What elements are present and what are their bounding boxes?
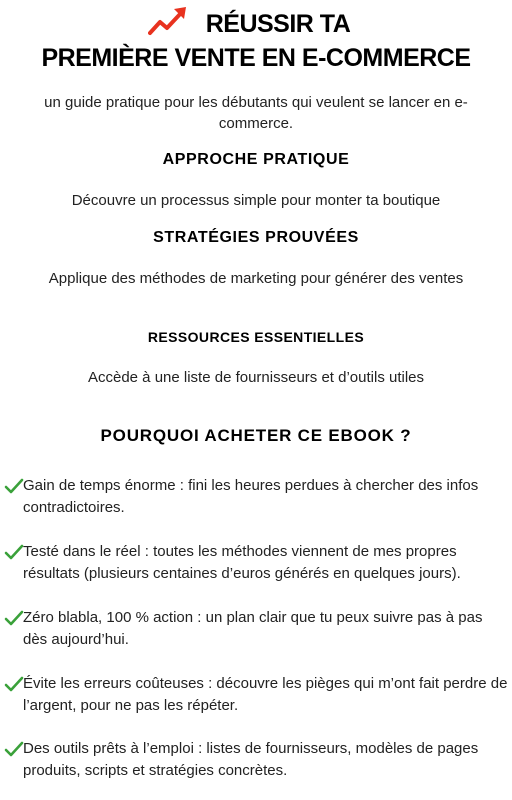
list-item — [4, 607, 510, 651]
checkmark-icon — [4, 609, 24, 627]
section-heading-approche: APPROCHE PRATIQUE — [162, 151, 350, 168]
title-line-1: RÉUSSIR TA — [205, 10, 351, 38]
checkmark-icon — [4, 543, 24, 561]
section-text-ressources: Accède à une liste de fournisseurs et d’outils utiles — [87, 369, 425, 386]
title-line-2: PREMIÈRE VENTE EN E-COMMERCE — [41, 44, 471, 72]
checkmark-icon — [4, 675, 24, 693]
list-item — [4, 475, 510, 519]
section-text-strategies: Applique des méthodes de marketing pour générer des ventes — [48, 270, 464, 287]
list-item-text: Zéro blabla, 100 % action : un plan clair que tu peux suivre pas à pas dès aujourd’hui. — [23, 609, 483, 648]
why-heading: POURQUOI ACHETER CE EBOOK ? — [100, 426, 412, 445]
list-item — [4, 673, 510, 717]
checkmark-icon — [4, 477, 24, 495]
list-item-text: Évite les erreurs coûteuses : découvre les pièges qui m’ont fait perdre de l’argent, pour ne pas les répéter. — [23, 675, 508, 714]
list-item — [4, 738, 510, 782]
list-item — [4, 541, 510, 585]
list-item-text: Des outils prêts à l’emploi : listes de fournisseurs, modèles de pages produits, scripts et stratégies concrètes. — [23, 740, 479, 779]
list-item-text: Testé dans le réel : toutes les méthodes viennent de mes propres résultats (plusieurs centaines d’euros générés en quelques jours). — [23, 543, 461, 582]
list-item-text: Gain de temps énorme : fini les heures perdues à chercher des infos contradictoires. — [23, 477, 479, 516]
section-text-approche: Découvre un processus simple pour monter ta boutique — [71, 192, 441, 209]
subtitle: un guide pratique pour les débutants qui veulent se lancer en e-commerce. — [44, 94, 468, 132]
section-heading-strategies: STRATÉGIES PROUVÉES — [153, 229, 359, 246]
section-heading-ressources: RESSOURCES ESSENTIELLES — [147, 329, 365, 345]
checkmark-icon — [4, 740, 24, 758]
